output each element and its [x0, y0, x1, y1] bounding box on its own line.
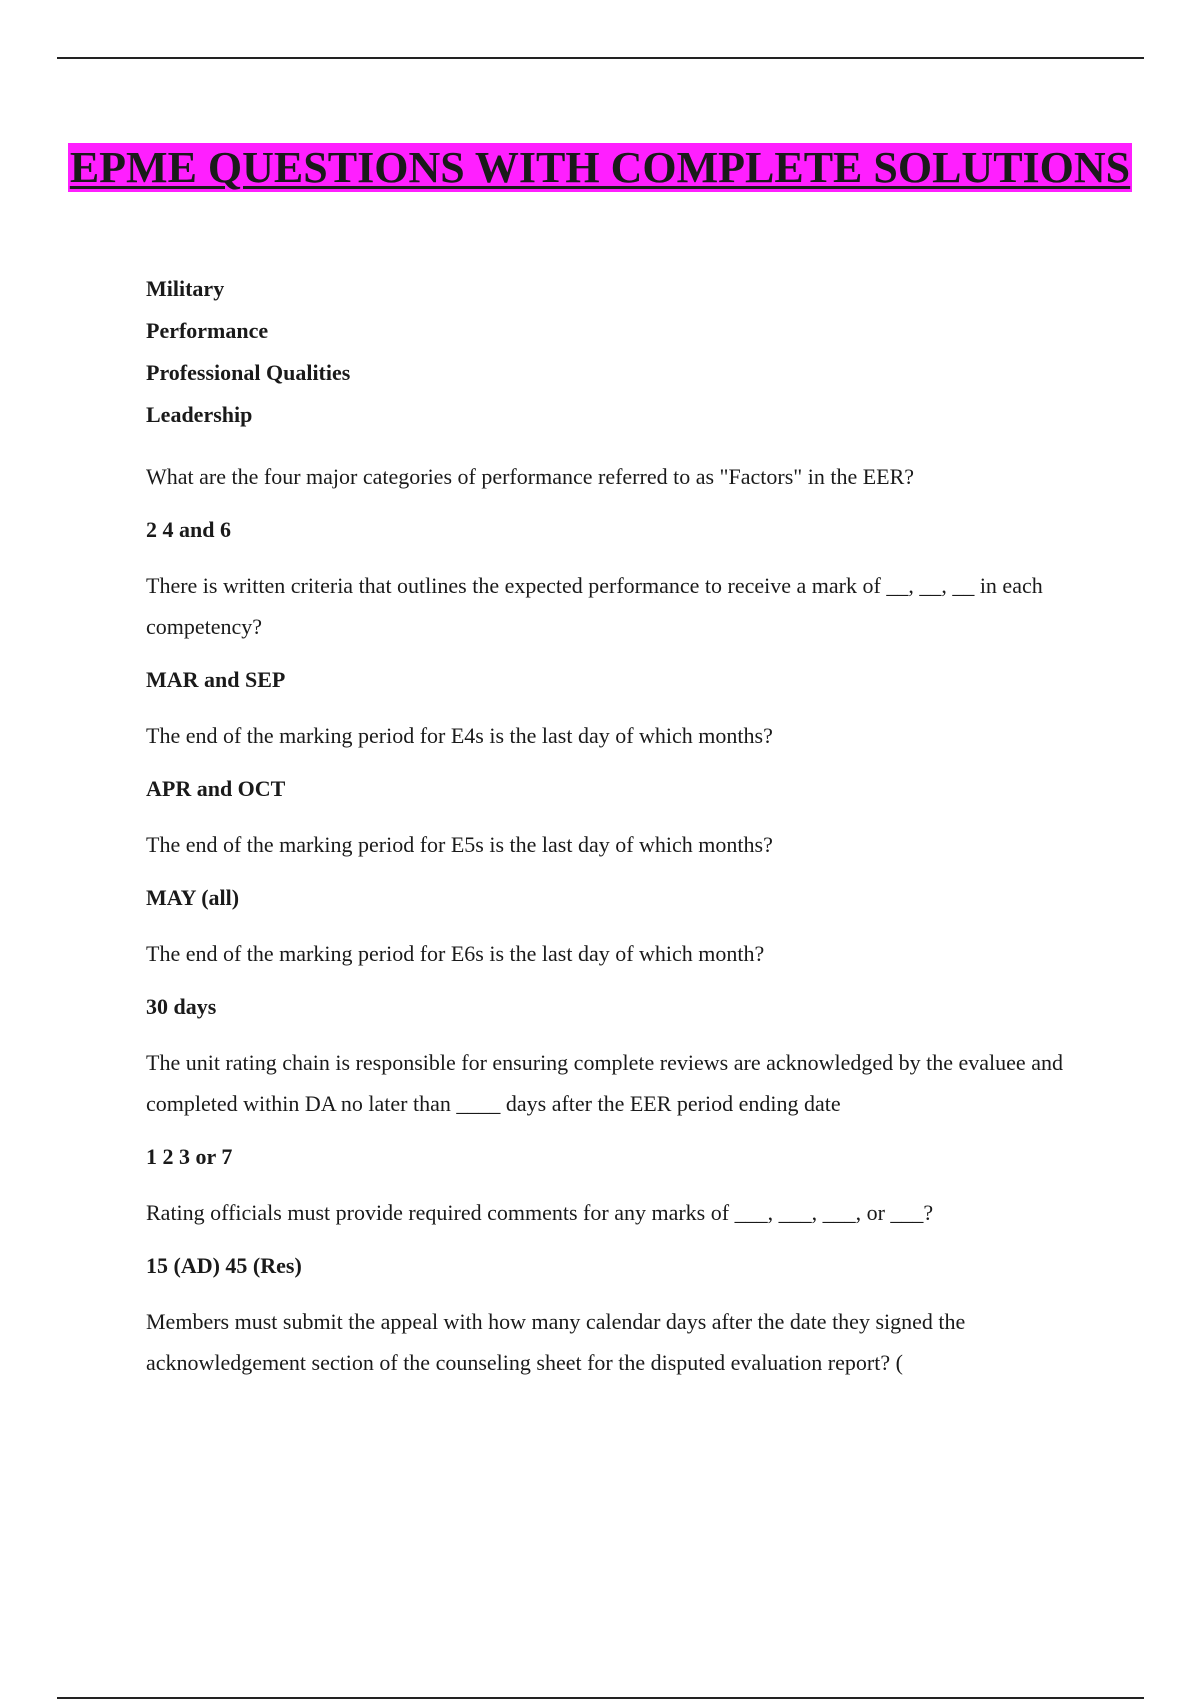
question-text: The end of the marking period for E4s is the last day of which months? [146, 723, 773, 748]
answer-text: APR and OCT [146, 776, 286, 801]
question-text: The unit rating chain is responsible for ensuring complete reviews are acknowledged by the evaluee and completed within DA no later than ____ days after the EER period ending date [146, 1050, 1063, 1116]
answer-text: 30 days [146, 994, 217, 1019]
question-text: There is written criteria that outlines the expected performance to receive a mark of __, __, __ in each competency? [146, 573, 1043, 639]
question-text: What are the four major categories of performance referred to as "Factors" in the EER? [146, 464, 915, 489]
factor-item: Professional Qualities [146, 360, 351, 385]
document-title-text: EPME QUESTIONS WITH COMPLETE SOLUTIONS [69, 143, 1131, 192]
footer-rule [57, 1697, 1144, 1699]
header-rule [57, 57, 1144, 59]
question-text: Members must submit the appeal with how many calendar days after the date they signed the acknowledgement section of the counseling sheet for the disputed evaluation report? ( [146, 1309, 966, 1375]
answer-text: 15 (AD) 45 (Res) [146, 1253, 302, 1278]
document-body [146, 268, 1086, 1399]
document-title [0, 140, 1200, 196]
question-text: The end of the marking period for E6s is the last day of which month? [146, 941, 765, 966]
question-text: The end of the marking period for E5s is the last day of which months? [146, 832, 773, 857]
question-text: Rating officials must provide required comments for any marks of ___, ___, ___, or ___? [146, 1200, 934, 1225]
answer-text: 2 4 and 6 [146, 517, 231, 542]
answer-text: MAY (all) [146, 885, 240, 910]
factors-list [146, 268, 1086, 436]
factor-item: Performance [146, 318, 269, 343]
qa-list [146, 456, 1086, 1383]
factor-item: Military [146, 276, 225, 301]
answer-text: 1 2 3 or 7 [146, 1144, 233, 1169]
answer-text: MAR and SEP [146, 667, 286, 692]
factor-item: Leadership [146, 402, 253, 427]
